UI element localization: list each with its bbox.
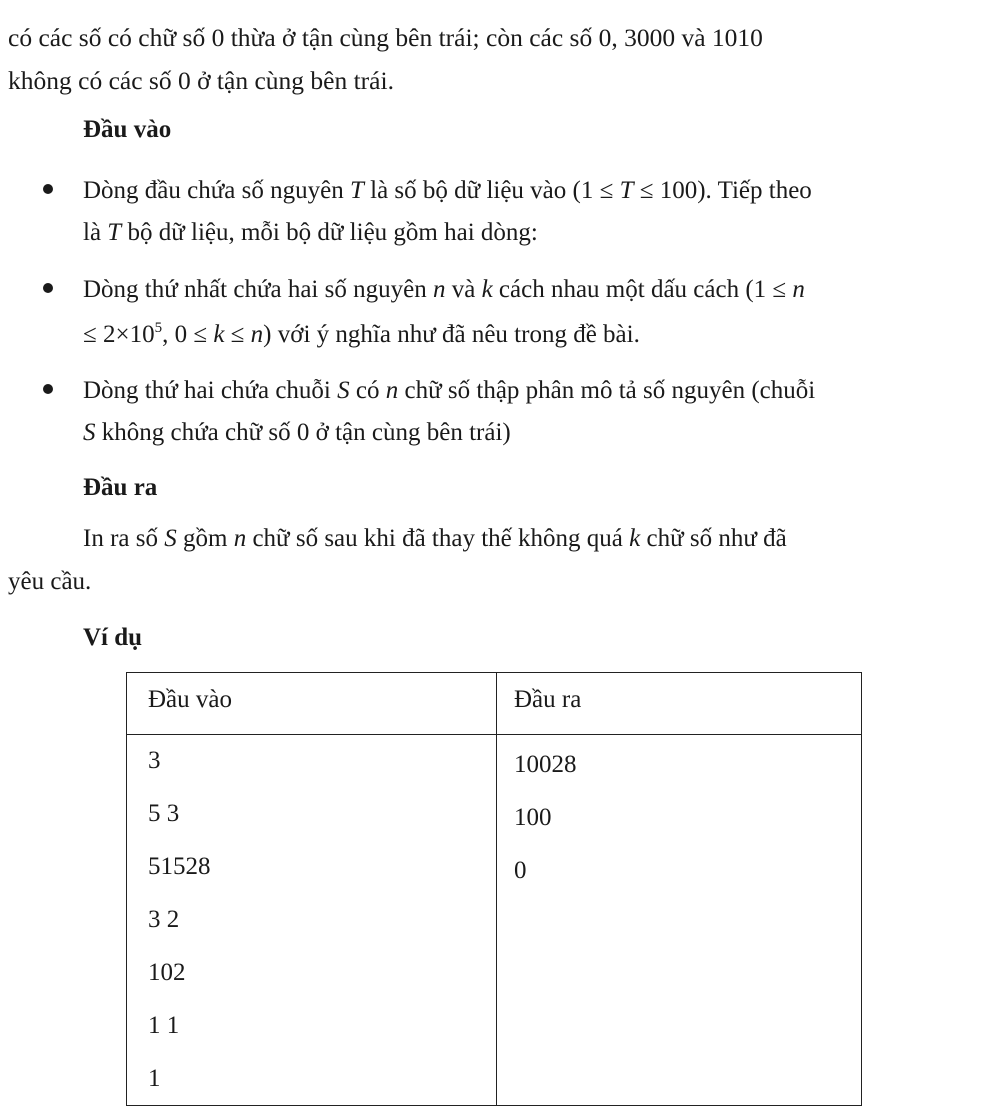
text: chữ số như đã [640,525,787,552]
input-cell: 5 3 [148,800,180,827]
example-heading: Ví dụ [83,624,143,651]
paragraph-text: có các số có chữ số 0 thừa ở tận cùng bên trái; còn các số 0, 3000 và 1010 [8,23,763,52]
var-t: T [349,177,364,204]
text: cách nhau một dấu cách (1 ≤ [492,276,793,303]
table-header-divider [126,734,862,735]
output-cell: 100 [514,804,552,831]
var-n: n [385,377,399,404]
var-n: n [432,276,446,303]
bullet-1-line-1 [83,178,812,203]
text: ≤ 2×10 [83,321,155,348]
bullet-2-line-1 [83,277,805,302]
output-heading: Đầu ra [83,474,158,501]
bullet-icon [43,384,53,394]
table-header-input: Đầu vào [148,686,232,713]
text: là [83,219,108,246]
var-t: T [619,177,634,204]
var-k: k [481,276,493,303]
var-t: T [107,219,122,246]
input-cell: 1 1 [148,1012,180,1039]
var-s: S [83,419,96,446]
output-line-1 [83,526,787,551]
text: ≤ 100). Tiếp theo [633,177,812,204]
output-cell: 0 [514,857,527,884]
text: Dòng đầu chứa số nguyên [83,177,350,204]
bullet-icon [43,184,53,194]
text: có [349,377,386,404]
paragraph-line [8,68,394,94]
bullet-2-line-2 [83,322,640,347]
var-n: n [792,276,805,303]
paragraph-text: không có các số 0 ở tận cùng bên trái. [8,66,394,95]
bullet-3-line-1 [83,378,815,403]
paragraph-line [8,25,763,51]
input-heading: Đầu vào [83,116,172,143]
text: là số bộ dữ liệu vào (1 ≤ [363,177,620,204]
output-cell: 10028 [514,751,577,778]
bullet-icon [43,283,53,293]
input-cell: 102 [148,959,186,986]
text: In ra số [83,525,165,552]
input-cell: 3 2 [148,906,180,933]
text: chữ số sau khi đã thay thế không quá [246,525,630,552]
var-n: n [250,321,264,348]
var-s: S [164,525,177,552]
text: ) với ý nghĩa như đã nêu trong đề bài. [263,321,640,348]
text: không chứa chữ số 0 ở tận cùng bên trái) [95,419,511,446]
text: chữ số thập phân mô tả số nguyên (chuỗi [398,377,816,404]
var-k: k [629,525,641,552]
text: , 0 ≤ [162,321,214,348]
output-line-2: yêu cầu. [8,568,92,595]
bullet-3-line-2 [83,420,511,445]
text: ≤ [224,321,251,348]
text: gồm [176,525,234,552]
var-n: n [233,525,247,552]
table-header-output: Đầu ra [514,686,582,713]
text: Dòng thứ nhất chứa hai số nguyên [83,276,433,303]
var-s: S [337,377,350,404]
text: Dòng thứ hai chứa chuỗi [83,377,338,404]
text: bộ dữ liệu, mỗi bộ dữ liệu gồm hai dòng: [121,219,538,246]
example-table [126,672,862,1106]
input-cell: 51528 [148,853,211,880]
text: và [445,276,482,303]
exponent: 5 [154,320,163,336]
input-cell: 3 [148,747,161,774]
var-k: k [213,321,225,348]
bullet-1-line-2 [83,220,538,245]
table-column-divider [496,672,497,1106]
input-cell: 1 [148,1065,161,1092]
